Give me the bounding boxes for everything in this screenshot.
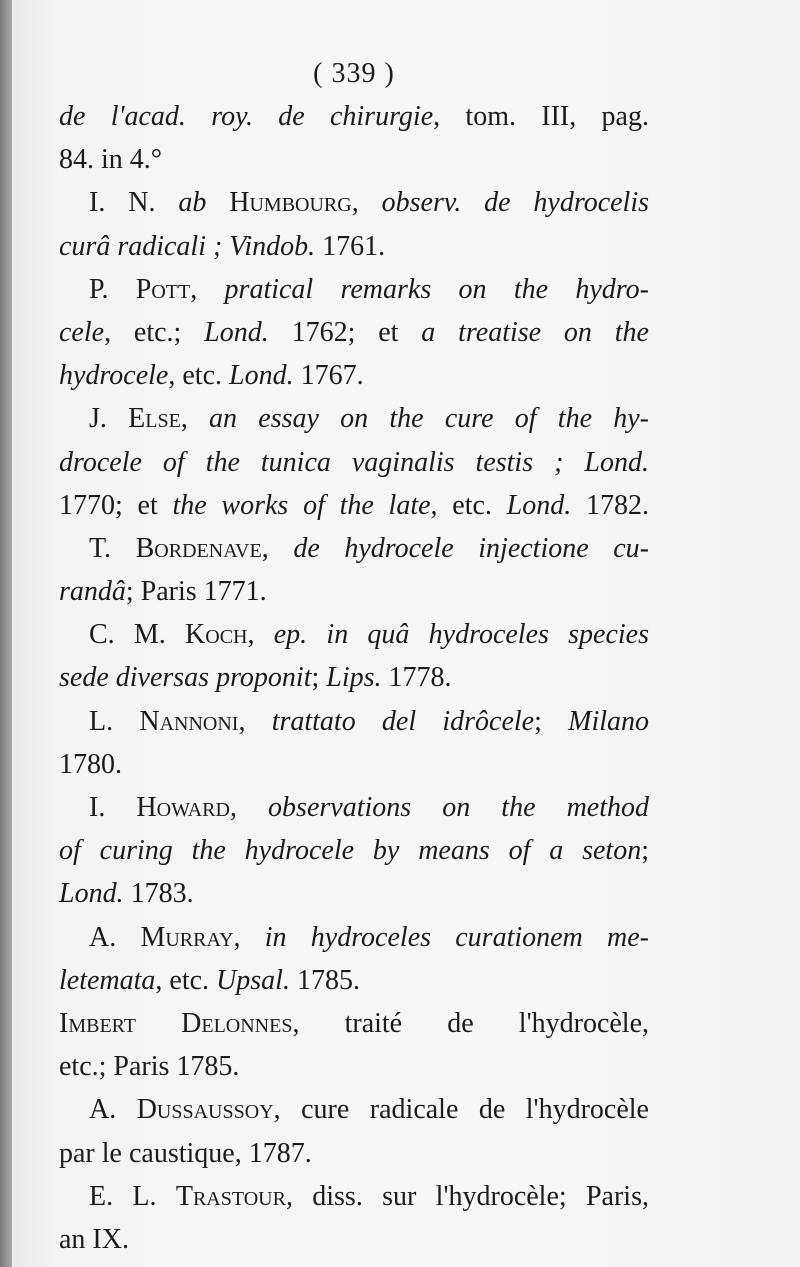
text-line: E. L. Trastour, diss. sur l'hydrocèle; Paris, xyxy=(89,1180,649,1212)
book-page xyxy=(12,0,800,1267)
text-line: 84. in 4.° xyxy=(59,144,162,176)
text-line: hydrocele, etc. Lond. 1767. xyxy=(59,360,364,392)
text-line: P. Pott, pratical remarks on the hydro- xyxy=(89,273,649,305)
text-line: 1770; et the works of the late, etc. Lond. 1782. xyxy=(59,489,649,521)
text-line: de l'acad. roy. de chirurgie, tom. III, pag. xyxy=(59,101,649,132)
text-line: C. M. Koch, ep. in quâ hydroceles species xyxy=(89,619,650,651)
text-line: drocele of the tunica vaginalis testis ; Lond. xyxy=(59,446,649,478)
text-line: 1780. xyxy=(59,748,122,780)
page-number: ( 339 ) xyxy=(313,58,395,89)
text-line: an IX. xyxy=(59,1223,129,1255)
text-line: curâ radicali ; Vindob. 1761. xyxy=(59,230,386,262)
text-line: of curing the hydrocele by means of a seton; xyxy=(59,835,649,867)
text-line: L. Nannoni, trattato del idrôcele; Milano xyxy=(89,705,650,737)
text-line: etc.; Paris 1785. xyxy=(59,1051,240,1083)
text-line: T. Bordenave, de hydrocele injectione cu- xyxy=(89,532,650,564)
text-line: Imbert Delonnes, traité de l'hydrocèle, xyxy=(59,1007,649,1039)
text-line: I. N. ab Humbourg, observ. de hydrocelis xyxy=(89,187,650,219)
text-line: letemata, etc. Upsal. 1785. xyxy=(59,964,360,996)
text-block xyxy=(59,52,649,1261)
bibliography-list xyxy=(59,95,649,1261)
text-line: A. Dussaussoy, cure radicale de l'hydrocèle xyxy=(89,1094,649,1126)
text-line: J. Else, an essay on the cure of the hy- xyxy=(89,403,649,435)
text-line: cele, etc.; Lond. 1762; et a treatise on the xyxy=(59,316,649,348)
text-line: par le caustique, 1787. xyxy=(59,1137,312,1169)
text-line: randâ; Paris 1771. xyxy=(59,576,267,608)
book-gutter xyxy=(0,0,12,1267)
text-line: sede diversas proponit; Lips. 1778. xyxy=(59,662,452,694)
text-line: A. Murray, in hydroceles curationem me- xyxy=(89,921,649,953)
text-line: Lond. 1783. xyxy=(59,878,194,910)
text-line: I. Howard, observations on the method xyxy=(89,792,650,823)
